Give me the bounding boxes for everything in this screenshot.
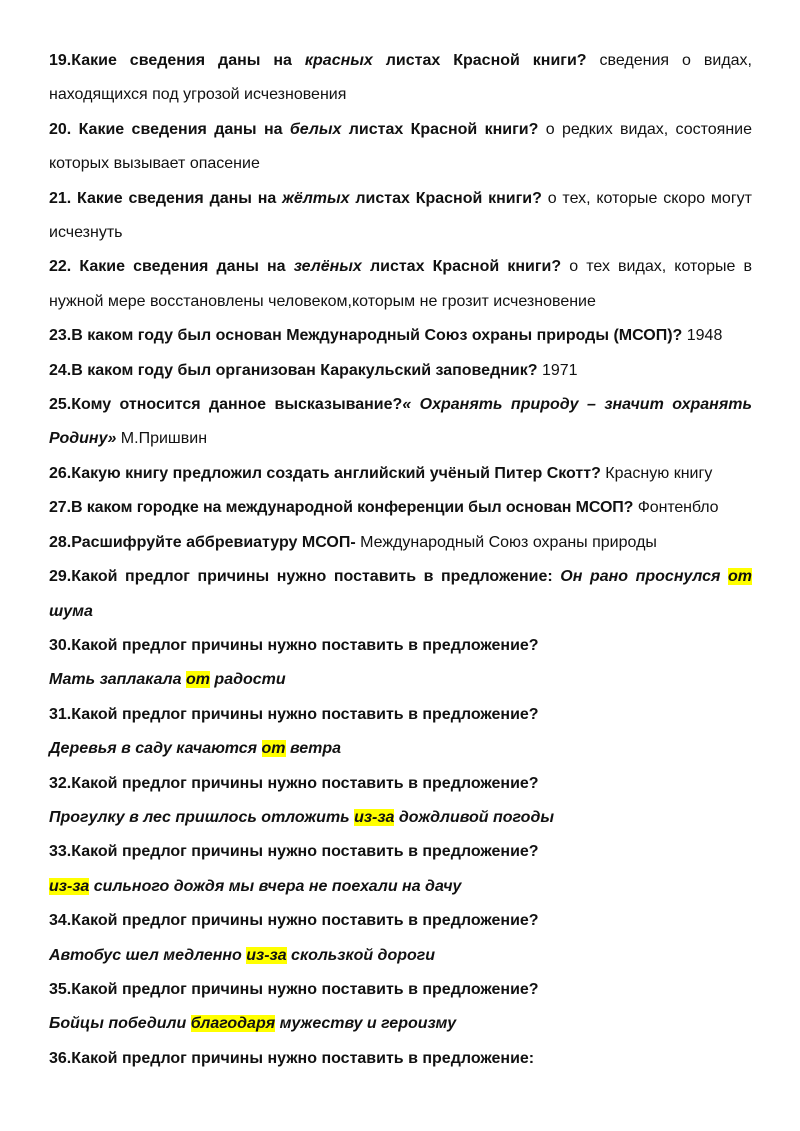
answer-text: о редких видах, состояние которых вызывает опасение [49,120,752,173]
question-text: 32.Какой предлог причины нужно поставить в предложение? [49,774,539,792]
question-text: 29.Какой предлог причины нужно поставить в предложение: [49,568,561,586]
question-text: листах Красной книги? [341,120,539,138]
highlighted-preposition: от [261,740,286,758]
answer-text: сведения о видах, находящихся под угрозой исчезновения [49,52,752,104]
sentence-33 [49,870,752,904]
question-30 [49,629,752,663]
sentence-32 [49,801,752,835]
quote-text: « Охранять природу – значит охранять Родину» [49,396,752,448]
question-text: 33.Какой предлог причины нужно поставить в предложение? [49,843,539,861]
question-emphasis: зелёных [293,258,362,276]
question-emphasis: белых [289,120,342,138]
highlighted-preposition: от [728,568,752,586]
question-text: 34.Какой предлог причины нужно поставить в предложение? [49,912,539,930]
sentence-31 [49,732,752,766]
sentence-text: Мать заплакала [49,671,186,689]
question-text: 27.В каком городке на международной конференции был основан МСОП? [49,499,634,517]
question-text: 20. Какие сведения даны на [49,120,290,138]
sentence-text: шума [49,602,93,620]
question-text: 31.Какой предлог причины нужно поставить в предложение? [49,705,539,723]
question-27 [49,491,752,525]
question-text: 30.Какой предлог причины нужно поставить в предложение? [49,636,539,654]
question-text: 35.Какой предлог причины нужно поставить в предложение? [49,980,539,998]
question-20 [49,113,752,182]
question-text: 36.Какой предлог причины нужно поставить в предложение: [49,1049,535,1067]
question-23 [49,319,752,353]
sentence-30 [49,663,752,697]
question-29 [49,560,752,629]
question-33 [49,835,752,869]
question-36 [49,1042,752,1076]
question-32 [49,767,752,801]
question-text: 28.Расшифруйте аббревиатуру МСОП- [49,533,356,551]
answer-text: М.Пришвин [116,430,208,448]
question-35 [49,973,752,1007]
question-25 [49,388,752,457]
question-text: листах Красной книги? [361,258,562,276]
answer-text: Международный Союз охраны природы [355,533,657,551]
question-text: 19.Какие сведения даны на [49,52,305,69]
question-text: 23.В каком году был основан Международный Союз охраны природы (МСОП)? [49,327,683,345]
question-text: 22. Какие сведения даны на [49,258,294,276]
answer-text: 1971 [537,361,578,379]
question-31 [49,698,752,732]
question-26 [49,457,752,491]
sentence-34 [49,939,752,973]
question-text: 21. Какие сведения даны на [49,189,283,207]
sentence-text: дождливой погоды [394,808,555,826]
highlighted-preposition: из-за [49,877,90,895]
question-19 [49,44,752,113]
sentence-text: скользкой дороги [286,946,436,964]
sentence-text: сильного дождя мы вчера не поехали на дачу [89,877,462,895]
sentence-35 [49,1007,752,1041]
question-text: 24.В каком году был организован Каракульский заповедник? [49,361,538,379]
document-content [49,44,752,1076]
sentence-text: мужеству и героизму [275,1015,457,1033]
sentence-text: Прогулку в лес пришлось отложить [49,808,355,826]
sentence-text: Автобус шел медленно [49,946,247,964]
highlighted-preposition: из-за [246,946,287,964]
sentence-text: Бойцы победили [49,1015,191,1033]
answer-text: Фонтенбло [633,499,719,517]
highlighted-preposition: благодаря [190,1015,276,1033]
sentence-text: радости [209,671,286,689]
question-text: листах Красной книги? [372,52,587,69]
sentence-text: Он рано проснулся [560,568,728,586]
sentence-text: Деревья в саду качаются [49,740,262,758]
question-22 [49,250,752,319]
highlighted-preposition: из-за [354,808,395,826]
answer-text: Красную книгу [600,464,713,482]
question-text: 26.Какую книгу предложил создать английский учёный Питер Скотт? [49,464,601,482]
highlighted-preposition: от [185,671,210,689]
question-34 [49,904,752,938]
answer-text: о тех, которые скоро могут исчезнуть [49,189,752,242]
sentence-text: ветра [285,740,342,758]
question-emphasis: красных [304,52,373,69]
question-24 [49,354,752,388]
answer-text: 1948 [682,327,723,345]
question-21 [49,182,752,251]
question-emphasis: жёлтых [282,189,350,207]
question-28 [49,526,752,560]
answer-text: о тех видах, которые в нужной мере восстановлены человеком,которым не грозит исчезновение [49,258,752,310]
question-text: 25.Кому относится данное высказывание? [49,396,403,414]
question-text: листах Красной книги? [349,189,542,207]
